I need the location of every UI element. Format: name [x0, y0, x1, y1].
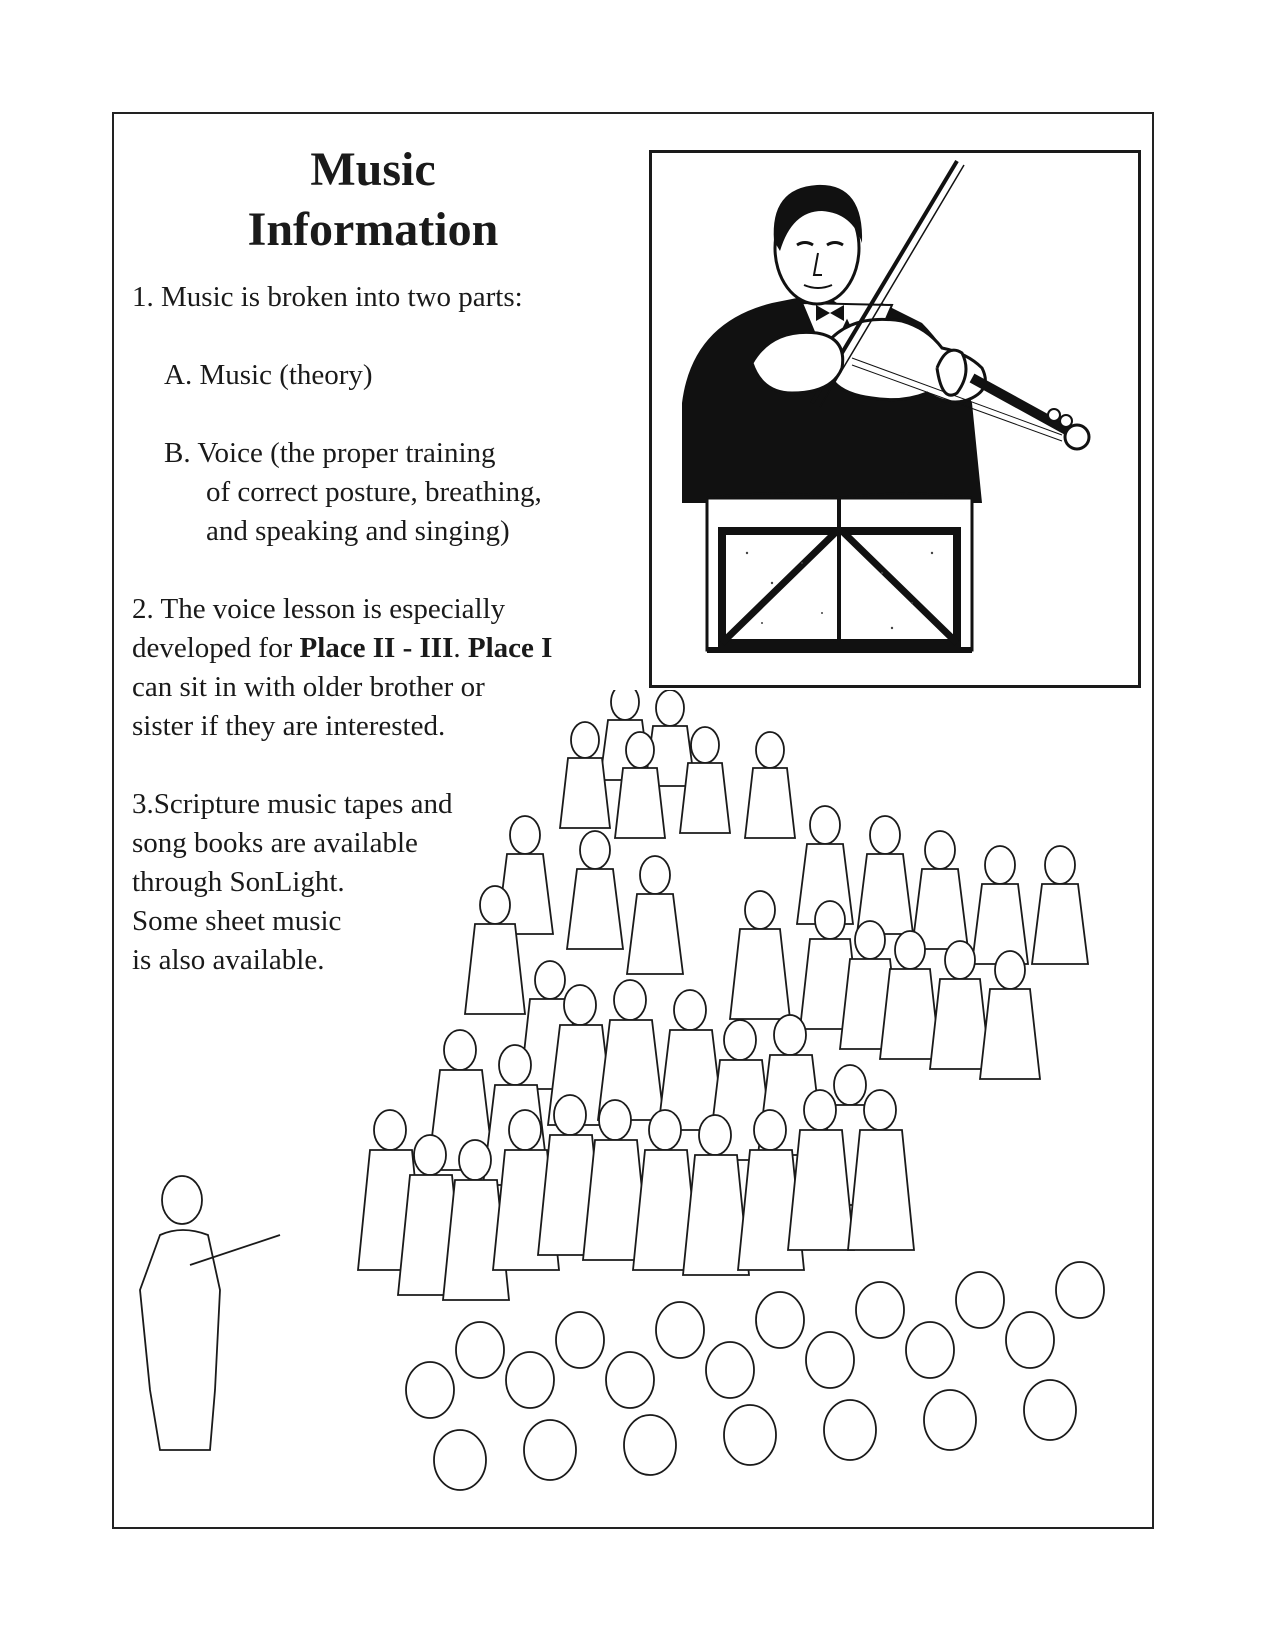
item-2-text-a: developed for	[132, 632, 300, 664]
item-1a: A. Music (theory)	[164, 359, 373, 391]
item-1b-line-2: of correct posture, breathing,	[206, 476, 542, 508]
title-line-1: Music	[310, 143, 436, 196]
conductor-illustration	[140, 1176, 280, 1450]
item-3-line-4: Some sheet music	[132, 905, 342, 937]
item-2-bold-place-1: Place I	[467, 632, 553, 664]
item-2-line-3: can sit in with older brother or	[132, 671, 485, 703]
item-2-line-2	[132, 629, 632, 668]
choir-illustration	[130, 690, 1130, 1500]
title-line-2: Information	[247, 203, 499, 256]
item-1: 1. Music is broken into two parts:	[132, 281, 523, 313]
item-2-text-b: .	[453, 632, 468, 664]
item-3-line-1: 3.Scripture music tapes and	[132, 788, 453, 820]
item-3-line-5: is also available.	[132, 944, 325, 976]
item-2-bold-place-2-3: Place II - III	[299, 632, 454, 664]
violinist-drawing	[652, 153, 1138, 685]
item-1b-line-1: B. Voice (the proper training	[164, 437, 496, 469]
item-2-line-4: sister if they are interested.	[132, 710, 446, 742]
choir-members	[358, 690, 1104, 1490]
item-3-line-3: through SonLight.	[132, 866, 345, 898]
item-1b-line-3: and speaking and singing)	[206, 515, 510, 547]
item-2-line-1: 2. The voice lesson is especially	[132, 593, 506, 625]
item-3-line-2: song books are available	[132, 827, 418, 859]
violinist-illustration	[649, 150, 1141, 688]
page-title	[200, 140, 546, 260]
